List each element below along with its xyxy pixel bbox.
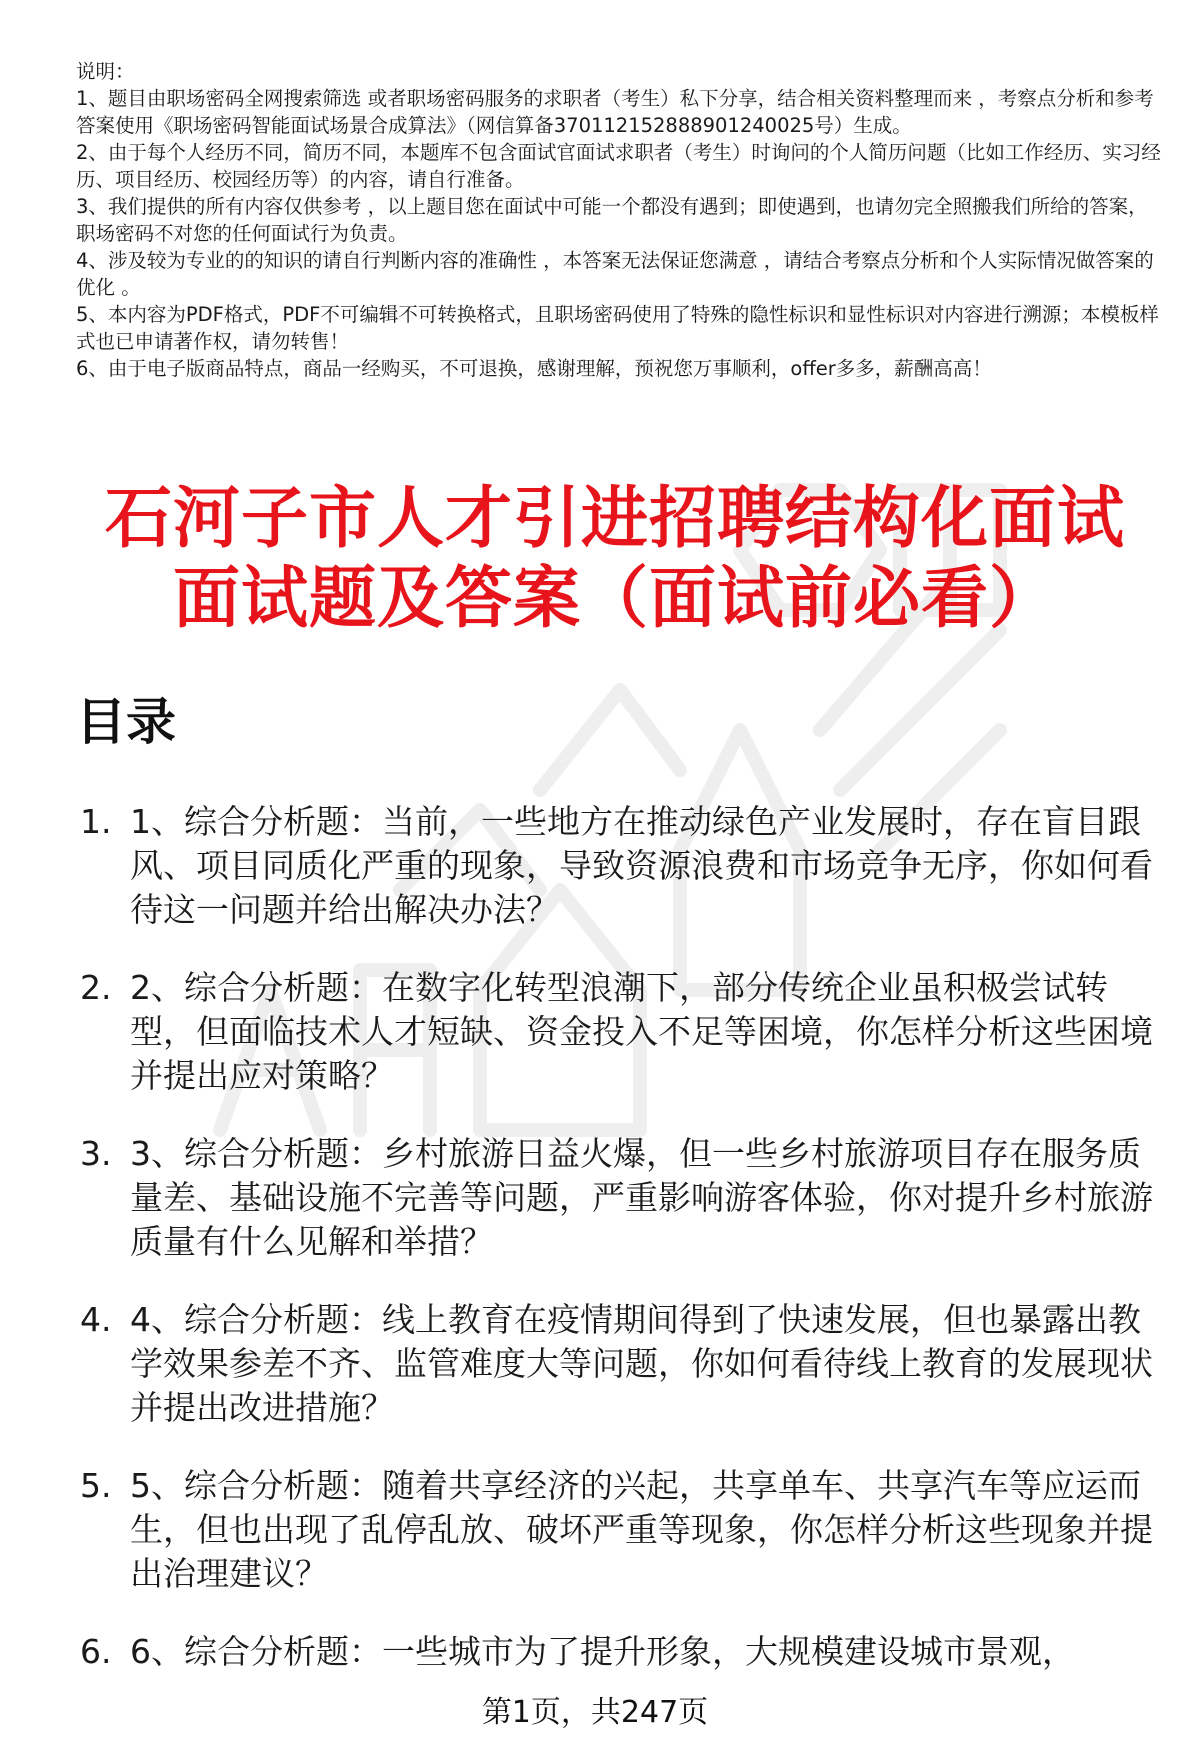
page-number: 第1页，共247页 [481, 1695, 709, 1730]
toc-item-number: 1. [80, 802, 112, 841]
title-line-1: 石河子市人才引进招聘结构化面试 [105, 479, 1125, 557]
toc-item-text[interactable]: 2、综合分析题：在数字化转型浪潮下，部分传统企业虽积极尝试转型，但面临技术人才短缺、资金投入不足等困境，你怎样分析这些困境并提出应对策略？ [130, 968, 1153, 1095]
notice-item: 6、由于电子版商品特点，商品一经购买，不可退换，感谢理解，预祝您万事顺利，offer多多，薪酬高高！ [76, 357, 992, 380]
toc-item-text[interactable]: 6、综合分析题：一些城市为了提升形象，大规模建设城市景观， [130, 1632, 1075, 1671]
notice-item: 3、我们提供的所有内容仅供参考 ，以上题目您在面试中可能一个都没有遇到；即使遇到，也请勿完全照搬我们所给的答案，职场密码不对您的任何面试行为负责。 [76, 195, 1148, 245]
notice-item: 5、本内容为PDF格式，PDF不可编辑不可转换格式，且职场密码使用了特殊的隐性标识和显性标识对内容进行溯源；本模板样式也已申请著作权，请勿转售！ [76, 303, 1159, 353]
toc-heading: 目录 [76, 693, 176, 751]
toc-item-number: 6. [80, 1632, 112, 1671]
toc-item-text[interactable]: 4、综合分析题：线上教育在疫情期间得到了快速发展，但也暴露出教学效果参差不齐、监管难度大等问题，你如何看待线上教育的发展现状并提出改进措施？ [130, 1300, 1153, 1427]
notice-section [76, 58, 1166, 382]
toc-item-number: 5. [80, 1466, 112, 1505]
toc-item-text[interactable]: 5、综合分析题：随着共享经济的兴起，共享单车、共享汽车等应运而生，但也出现了乱停乱放、破坏严重等现象，你怎样分析这些现象并提出治理建议？ [130, 1466, 1153, 1593]
toc-item-number: 4. [80, 1300, 112, 1339]
title-line-2: 面试题及答案（面试前必看） [173, 559, 1057, 637]
notice-item: 2、由于每个人经历不同，简历不同，本题库不包含面试官面试求职者（考生）时询问的个人简历问题（比如工作经历、实习经历、项目经历、校园经历等）的内容，请自行准备。 [76, 141, 1161, 191]
toc-item-number: 3. [80, 1134, 112, 1173]
document-title [60, 478, 1170, 638]
notice-item: 1、题目由职场密码全网搜索筛选 或者职场密码服务的求职者（考生）私下分享，结合相关资料整理而来 ，考察点分析和参考答案使用《职场密码智能面试场景合成算法》（网信算备370112152888901240025号）生成。 [76, 87, 1154, 137]
toc-item-number: 2. [80, 968, 112, 1007]
notice-heading: 说明： [76, 60, 135, 83]
notice-item: 4、涉及较为专业的的知识的请自行判断内容的准确性 ，本答案无法保证您满意 ，请结合考察点分析和个人实际情况做答案的优化 。 [76, 249, 1154, 299]
toc-item-text[interactable]: 3、综合分析题：乡村旅游日益火爆，但一些乡村旅游项目存在服务质量差、基础设施不完善等问题，严重影响游客体验，你对提升乡村旅游质量有什么见解和举措？ [130, 1134, 1153, 1261]
toc-item-text[interactable]: 1、综合分析题：当前，一些地方在推动绿色产业发展时，存在盲目跟风、项目同质化严重的现象，导致资源浪费和市场竞争无序，你如何看待这一问题并给出解决办法？ [130, 802, 1153, 929]
